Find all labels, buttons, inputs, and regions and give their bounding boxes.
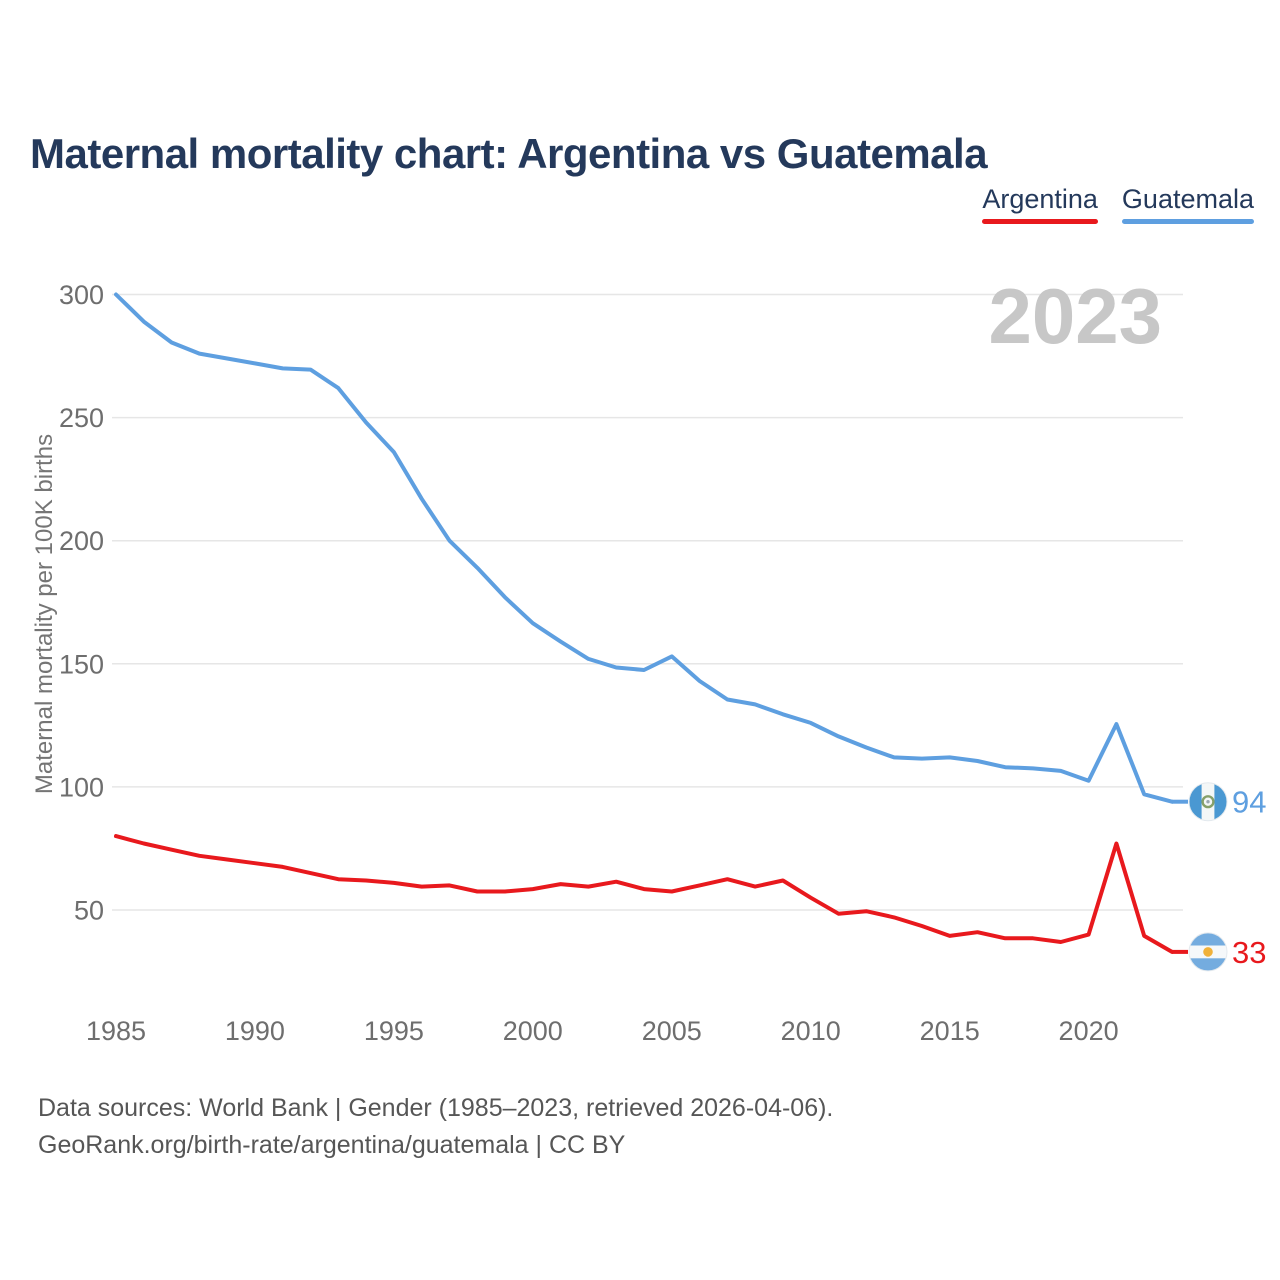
- series-lines: [116, 295, 1188, 952]
- legend-label-guatemala: Guatemala: [1121, 184, 1254, 214]
- guatemala-flag-icon: [1189, 783, 1227, 821]
- legend: [982, 184, 1254, 224]
- legend-label-argentina: Argentina: [982, 184, 1098, 214]
- y-tick-label-50: 50: [73, 895, 104, 926]
- y-tick-label-250: 250: [58, 403, 104, 434]
- series-line-guatemala: [116, 295, 1172, 802]
- argentina-end-value: 33: [1232, 934, 1267, 970]
- x-tick-label-1985: 1985: [85, 1016, 147, 1046]
- legend-underline-argentina: [982, 219, 1098, 224]
- y-axis-tick-labels: [59, 280, 104, 926]
- gridlines: [112, 295, 1183, 911]
- legend-item-argentina[interactable]: [982, 184, 1098, 224]
- x-axis-tick-labels: [86, 1016, 1119, 1046]
- year-watermark: 2023: [988, 272, 1162, 360]
- legend-item-guatemala[interactable]: [1122, 184, 1254, 224]
- y-tick-label-200: 200: [58, 526, 104, 557]
- y-tick-label-100: 100: [58, 772, 104, 803]
- y-tick-label-150: 150: [58, 649, 104, 680]
- footer-sources: Data sources: World Bank | Gender (1985–2023, retrieved 2026-04-06).: [38, 1094, 834, 1122]
- series-line-argentina: [116, 836, 1172, 952]
- footer-attribution: GeoRank.org/birth-rate/argentina/guatemala | CC BY: [38, 1131, 626, 1159]
- argentina-flag-icon: [1189, 933, 1227, 971]
- guatemala-end-value: 94: [1232, 784, 1267, 820]
- page-title: Maternal mortality chart: Argentina vs Guatemala: [30, 130, 988, 178]
- y-tick-label-300: 300: [58, 280, 104, 310]
- x-tick-label-2010: 2010: [780, 1016, 841, 1046]
- y-axis-title: Maternal mortality per 100K births: [31, 433, 58, 795]
- x-tick-label-1990: 1990: [224, 1016, 285, 1046]
- x-tick-label-1995: 1995: [363, 1016, 424, 1046]
- x-tick-label-2005: 2005: [641, 1016, 702, 1046]
- x-tick-label-2015: 2015: [919, 1016, 980, 1046]
- x-tick-label-2020: 2020: [1058, 1016, 1119, 1046]
- x-tick-label-2000: 2000: [502, 1016, 563, 1046]
- legend-underline-guatemala: [1122, 219, 1254, 224]
